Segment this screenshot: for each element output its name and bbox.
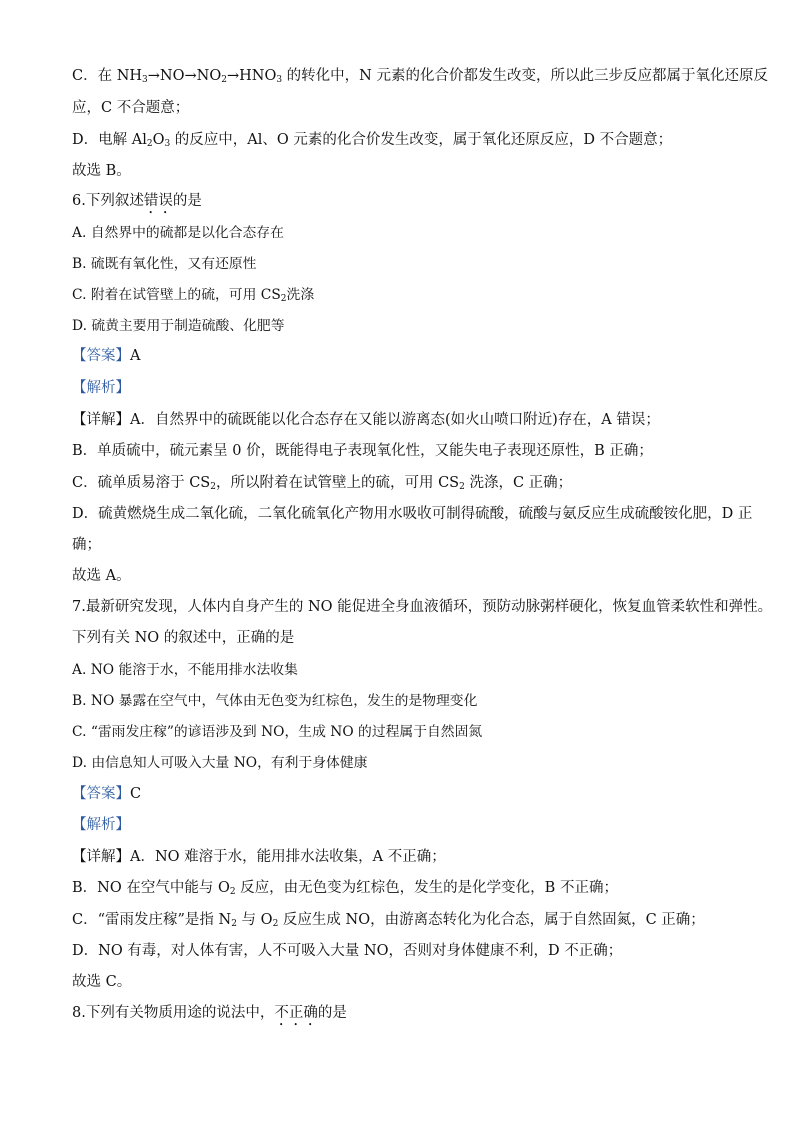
q6-option-a: A. 自然界中的硫都是以化合态存在: [72, 225, 284, 241]
detail-tag: 【详解】: [72, 849, 130, 865]
q6-conclusion: 故选 A。: [72, 568, 131, 584]
q6-option-c: C. 附着在试管壁上的硫，可用 $CS_2$洗涤: [72, 287, 315, 304]
q6-detail-d-line1: D．硫黄燃烧生成二氧化硫，二氧化硫氧化产物用水吸收可制得硫酸，硫酸与氨反应生成硫酸铵化肥，D 正: [72, 506, 753, 522]
q6-option-b: B. 硫既有氧化性，又有还原性: [72, 256, 257, 272]
q7-option-a: A. NO 能溶于水，不能用排水法收集: [72, 662, 298, 678]
answer-value: A: [130, 348, 141, 364]
q8-stem: 8.下列有关物质用途的说法中，不正确的是: [72, 1005, 347, 1021]
q5-option-d-analysis: D．电解 $Al_2O_3$ 的反应中，Al、O 元素的化合价发生改变，属于氧化还原反应，D 不合题意；: [72, 132, 673, 149]
q8-emphasis: 不正确: [274, 1005, 318, 1021]
q7-detail-b: B．NO 在空气中能与 $O_2$ 反应，由无色变为红棕色，发生的是化学变化，B 不正确；: [72, 880, 618, 897]
q7-detail-a: 【详解】A．NO 难溶于水，能用排水法收集，A 不正确；: [72, 849, 446, 865]
q6-detail-b: B．单质硫中，硫元素呈 0 价，既能得电子表现氧化性，又能失电子表现还原性，B 正确；: [72, 443, 653, 459]
answer-value: C: [130, 786, 142, 802]
q7-detail-d: D．NO 有毒，对人体有害，人不可吸入大量 NO，否则对身体健康不利，D 不正确；: [72, 943, 623, 959]
q7-analysis-tag: 【解析】: [72, 817, 130, 833]
q6-detail-d-line2: 确；: [72, 537, 101, 553]
q6-stem: 6.下列叙述错误的是: [72, 193, 202, 209]
q5-conclusion: 故选 B。: [72, 163, 131, 179]
q5-option-c-analysis-line1: C．在 $NH_3\to NO\to NO_2\to HNO_3$ 的转化中，N 元素的化合价都发生改变，所以此三步反应都属于氧化还原反: [72, 68, 768, 85]
q6-detail-c: C．硫单质易溶于 $CS_2$，所以附着在试管壁上的硫，可用 $CS_2$ 洗涤，C 正确；: [72, 475, 573, 492]
q7-option-b: B. NO 暴露在空气中，气体由无色变为红棕色，发生的是物理变化: [72, 693, 478, 709]
answer-tag: 【答案】: [72, 348, 130, 364]
q6-answer: [72, 346, 140, 366]
q7-stem-line2: 下列有关 NO 的叙述中，正确的是: [72, 630, 295, 646]
q6-analysis-tag: 【解析】: [72, 380, 130, 396]
q5-option-c-analysis-line2: 应，C 不合题意；: [72, 100, 190, 116]
q6-option-d: D. 硫黄主要用于制造硫酸、化肥等: [72, 318, 285, 334]
q7-stem-line1: 7.最新研究发现，人体内自身产生的 NO 能促进全身血液循环，预防动脉粥样硬化，恢复血管柔软性和弹性。: [72, 599, 773, 615]
detail-tag: 【详解】: [72, 412, 130, 428]
q7-conclusion: 故选 C。: [72, 974, 132, 990]
q7-answer: [72, 784, 141, 804]
answer-tag: 【答案】: [72, 786, 130, 802]
q7-option-d: D. 由信息知人可吸入大量 NO，有利于身体健康: [72, 755, 368, 771]
q7-option-c: C. “雷雨发庄稼”的谚语涉及到 NO，生成 NO 的过程属于自然固氮: [72, 724, 483, 740]
q7-detail-c: C．“雷雨发庄稼”是指 $N_2$ 与 $O_2$ 反应生成 NO，由游离态转化为化合态，属于自然固氮，C 正确；: [72, 912, 705, 929]
q6-detail-a: 【详解】A．自然界中的硫既能以化合态存在又能以游离态(如火山喷口附近)存在，A 错误；: [72, 412, 660, 428]
q6-emphasis: 错误: [143, 193, 173, 209]
